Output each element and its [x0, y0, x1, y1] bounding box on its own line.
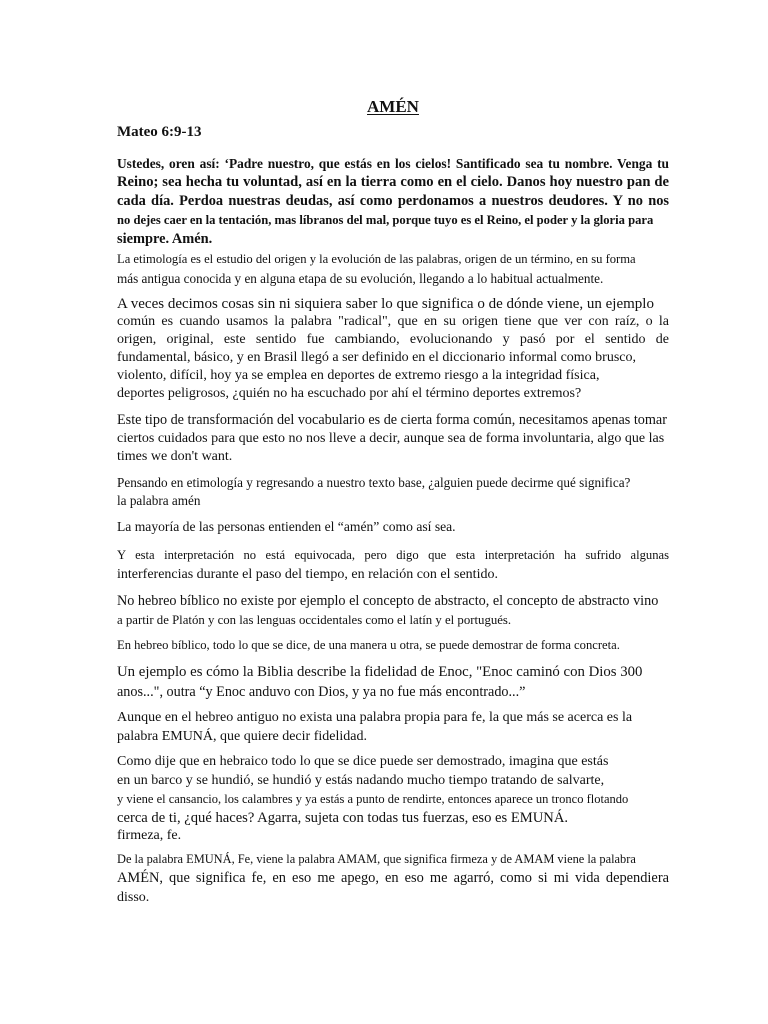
paragraph-enoch	[117, 663, 669, 702]
paragraph-amam	[117, 850, 669, 907]
scripture-quote	[117, 154, 669, 249]
scripture-line: Ustedes, oren así: ‘Padre nuestro, que estás en los cielos! Santificado sea tu nombre. Venga tu	[117, 156, 669, 171]
paragraph-line: En hebreo bíblico, todo lo que se dice, de una manera u otra, se puede demostrar de forma concreta.	[117, 638, 620, 652]
paragraph-question	[117, 474, 669, 510]
paragraph-concrete	[117, 636, 669, 654]
document-title: AMÉN	[367, 97, 419, 116]
scripture-reference: Mateo 6:9-13	[117, 124, 202, 140]
paragraph-line: No hebreo bíblico no existe por ejemplo el concepto de abstracto, el concepto de abstracto vino	[117, 593, 659, 609]
paragraph-line: origen, original, este sentido fue cambiando, evolucionando y pasó por el sentido de	[117, 332, 669, 347]
paragraph-line: Como dije que en hebraico todo lo que se dice puede ser demostrado, imagina que estás	[117, 754, 609, 769]
paragraph-line: Este tipo de transformación del vocabulario es de cierta forma común, necesitamos apenas tomar	[117, 412, 667, 428]
paragraph-line: más antigua conocida y en alguna etapa de su evolución, llegando a lo habitual actualmente.	[117, 271, 604, 286]
paragraph-radical	[117, 295, 669, 403]
paragraph-line: violento, difícil, hoy ya se emplea en deportes de extremo riesgo a la integridad física,	[117, 368, 600, 383]
paragraph-boat	[117, 753, 669, 846]
paragraph-line: a partir de Platón y con las lenguas occidentales como el latín y el portugués.	[117, 613, 512, 627]
paragraph-line: De la palabra EMUNÁ, Fe, viene la palabra AMAM, que significa firmeza y de AMAM viene la palabra	[117, 852, 636, 866]
paragraph-line: Y esta interpretación no está equivocada, pero digo que esta interpretación ha sufrido algunas	[117, 548, 669, 562]
paragraph-transformation	[117, 411, 669, 467]
paragraph-line: Aunque en el hebreo antiguo no exista una palabra propia para fe, la que más se acerca es la	[117, 710, 633, 725]
paragraph-line: fundamental, básico, y en Brasil llegó a ser definido en el diccionario informal como brusco,	[117, 350, 637, 365]
scripture-line: cada día. Perdoa nuestras deudas, así como perdonamos a nuestros deudores. Y no nos	[117, 193, 669, 209]
paragraph-line: palabra EMUNÁ, que quiere decir fidelidad.	[117, 728, 367, 744]
paragraph-line: A veces decimos cosas sin ni siquiera saber lo que significa o de dónde viene, un ejemplo	[117, 296, 654, 312]
paragraph-emuna	[117, 709, 669, 746]
paragraph-line: La etimología es el estudio del origen y la evolución de las palabras, origen de un término, en su forma	[117, 252, 636, 266]
scripture-line: no dejes caer en la tentación, mas líbranos del mal, porque tuyo es el Reino, el poder y la gloria para	[117, 213, 654, 227]
paragraph-line: cerca de ti, ¿qué haces? Agarra, sujeta con todas tus fuerzas, eso es EMUNÁ.	[117, 809, 569, 826]
paragraph-line: Un ejemplo es cómo la Biblia describe la fidelidad de Enoc, "Enoc caminó con Dios 300	[117, 664, 643, 680]
scripture-line: siempre. Amén.	[117, 231, 213, 247]
paragraph-line: la palabra amén	[117, 493, 201, 508]
paragraph-majority	[117, 518, 669, 536]
paragraph-line: y viene el cansancio, los calambres y ya estás a punto de rendirte, entonces aparece un tronco flotando	[117, 792, 629, 806]
paragraph-etymology	[117, 249, 669, 289]
paragraph-line: ciertos cuidados para que esto no nos lleve a decir, aunque sea de forma involuntaria, algo que las	[117, 430, 665, 446]
paragraph-abstract	[117, 592, 669, 630]
paragraph-line: AMÉN, que significa fe, en eso me apego, en eso me agarró, como si mi vida dependiera	[117, 870, 669, 886]
paragraph-line: Pensando en etimología y regresando a nuestro texto base, ¿alguien puede decirme qué significa?	[117, 475, 631, 490]
paragraph-line: disso.	[117, 890, 150, 905]
paragraph-line: interferencias durante el paso del tiempo, en relación con el sentido.	[117, 567, 498, 582]
scripture-line: Reino; sea hecha tu voluntad, así en la tierra como en el cielo. Danos hoy nuestro pan de	[117, 174, 669, 190]
paragraph-line: times we don't want.	[117, 449, 233, 464]
paragraph-interpretation	[117, 546, 669, 584]
paragraph-line: en un barco y se hundió, se hundió y estás nadando mucho tiempo tratando de salvarte,	[117, 772, 605, 788]
paragraph-line: deportes peligrosos, ¿quién no ha escuchado por ahí el término deportes extremos?	[117, 386, 582, 401]
paragraph-line: anos...", outra “y Enoc anduvo con Dios, y ya no fue más encontrado...”	[117, 683, 526, 700]
paragraph-line: común es cuando usamos la palabra "radical", que en su origen tiene que ver con raíz, o la	[117, 314, 669, 329]
paragraph-line: La mayoría de las personas entienden el “amén” como así sea.	[117, 519, 456, 534]
paragraph-line: firmeza, fe.	[117, 828, 182, 843]
